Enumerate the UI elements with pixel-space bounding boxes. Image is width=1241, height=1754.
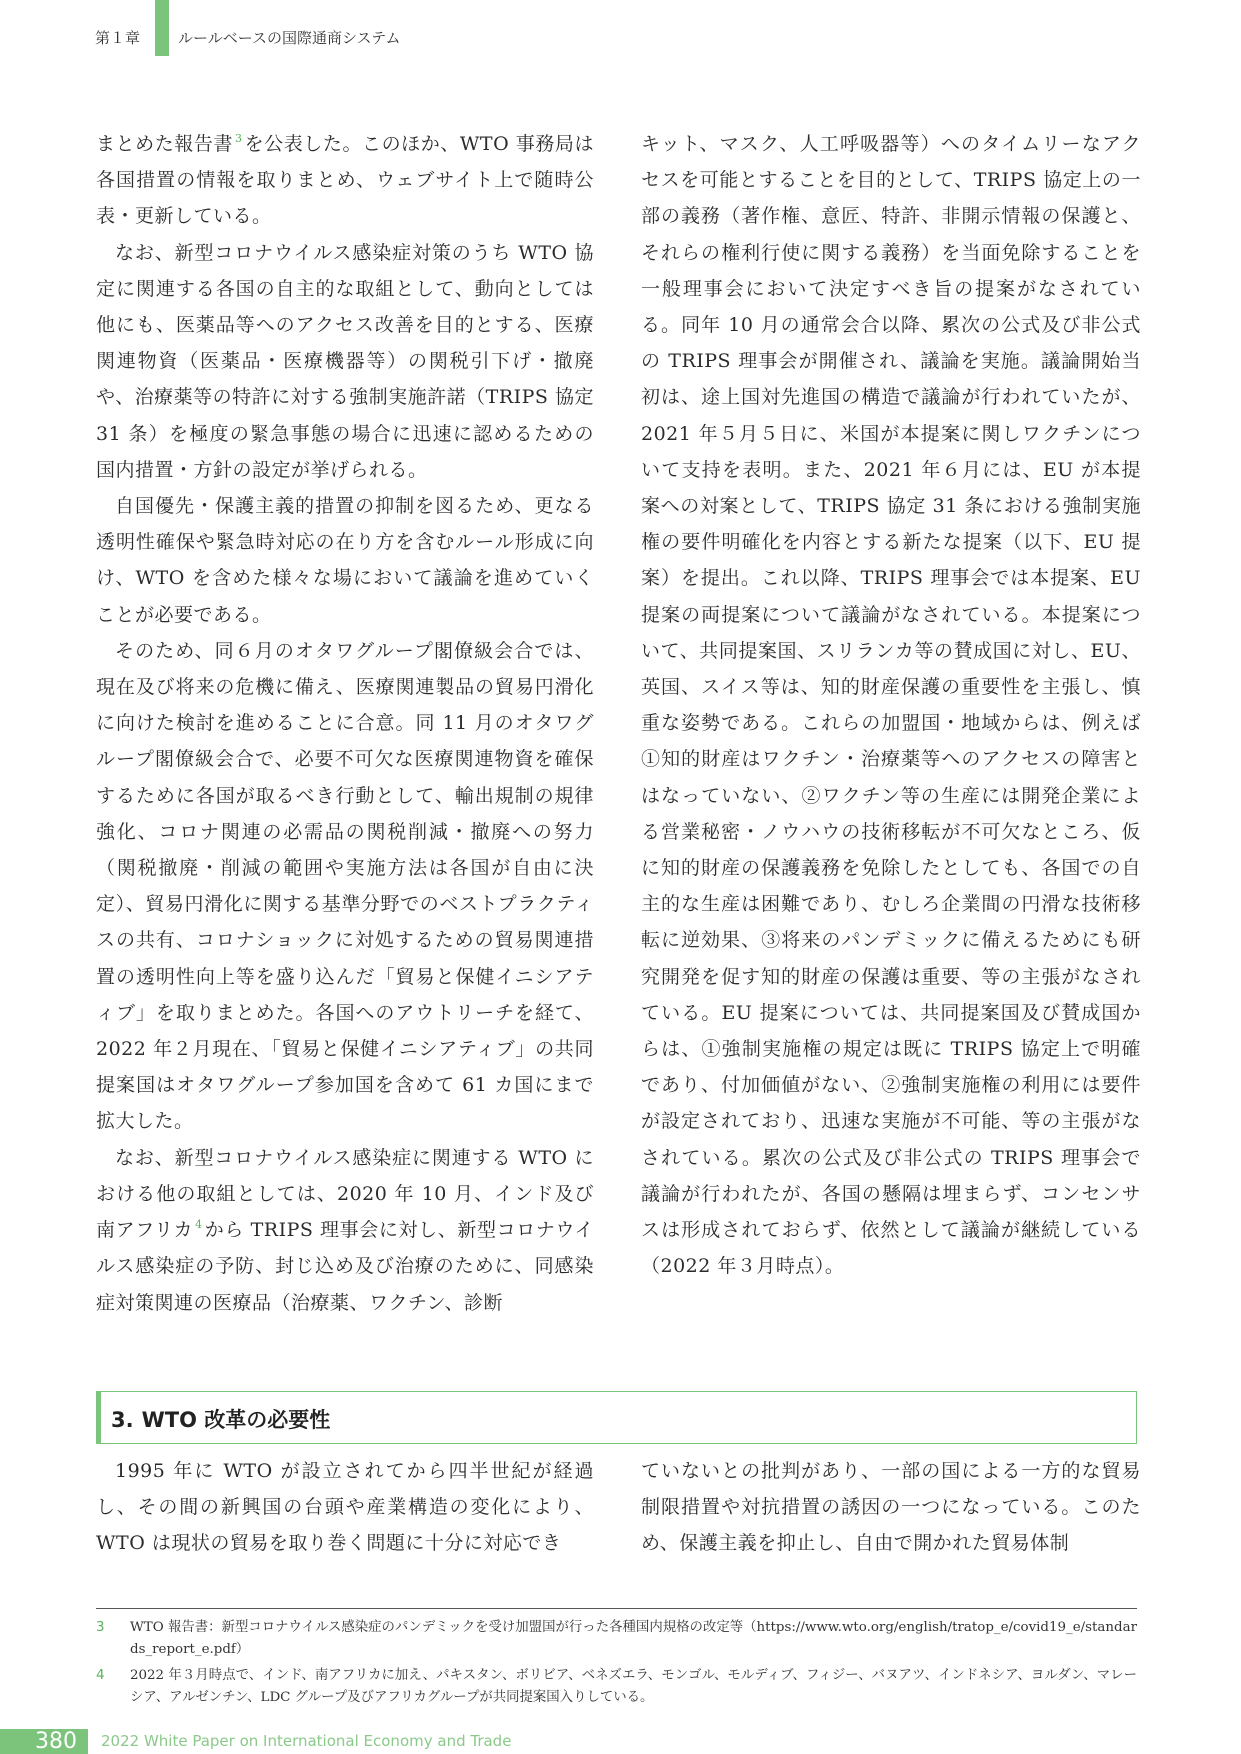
- publication-title: 2022 White Paper on International Economy and Trade: [101, 1732, 512, 1750]
- left-paragraph-2: なお、新型コロナウイルス感染症対策のうち WTO 協定に関連する各国の自主的な取組として、動向としては他にも、医薬品等へのアクセス改善を目的とする、医療関連物資（医薬品・医療機器等）の関税引下げ・撤廃や、治療薬等の特許に対する強制実施許諾（TRIPS 協定 31 条）を極度の緊急事態の場合に迅速に認めるための国内措置・方針の設定が挙げられる。: [96, 241, 594, 481]
- footnote-ref-3[interactable]: 3: [235, 132, 243, 145]
- footnotes: [96, 1617, 1137, 1713]
- chapter-label: 第１章: [95, 29, 141, 47]
- section-heading-box: [96, 1391, 1137, 1444]
- chapter-title: ルールベースの国際通商システム: [178, 29, 401, 47]
- left-paragraph-1: [96, 126, 594, 235]
- right-paragraph-1: キット、マスク、人工呼吸器等）へのタイムリーなアクセスを可能とすることを目的として、TRIPS 協定上の一部の義務（著作権、意匠、特許、非開示情報の保護と、それらの権利行使に関する義務）を当面免除することを一般理事会において決定すべき旨の提案がなされている。同年 10 月の通常会合以降、累次の公式及び非公式の TRIPS 理事会が開催され、議論を実施。議論開始当初は、途上国対先進国の構造で議論が行われていたが、2021 年５月５日に、米国が本提案に関しワクチンについて支持を表明。また、2021 年６月には、EU が本提案への対案として、TRIPS 協定 31 条における強制実施権の要件明確化を内容とする新たな提案（以下、EU 提案）を提出。これ以降、TRIPS 理事会では本提案、EU 提案の両提案について議論がなされている。本提案について、共同提案国、スリランカ等の賛成国に対し、EU、英国、スイス等は、知的財産保護の重要性を主張し、慎重な姿勢である。これらの加盟国・地域からは、例えば①知的財産はワクチン・治療薬等へのアクセスの障害とはなっていない、②ワクチン等の生産には開発企業による営業秘密・ノウハウの技術移転が不可欠なところ、仮に知的財産の保護義務を免除したとしても、各国での自主的な生産は困難であり、むしろ企業間の円滑な技術移転に逆効果、③将来のパンデミックに備えるためにも研究開発を促す知的財産の保護は重要、等の主張がなされている。EU 提案については、共同提案国及び賛成国からは、①強制実施権の規定は既に TRIPS 協定上で明確であり、付加価値がない、②強制実施権の利用には要件が設定されており、迅速な実施が不可能、等の主張がなされている。累次の公式及び非公式の TRIPS 理事会で議論が行われたが、各国の懸隔は埋まらず、コンセンサスは形成されておらず、依然として議論が継続している（2022 年３月時点）。: [641, 133, 1141, 1278]
- left-paragraph-5: [96, 1140, 594, 1321]
- left-paragraph-4: そのため、同６月のオタワグループ閣僚級会合では、現在及び将来の危機に備え、医療関連製品の貿易円滑化に向けた検討を進めることに合意。同 11 月のオタワグループ閣僚級会合で、必要不可欠な医療関連物資を確保するために各国が取るべき行動として、輸出規制の規律強化、コロナ関連の必需品の関税削減・撤廃への努力（関税撤廃・削減の範囲や実施方法は各国が自由に決定）、貿易円滑化に関する基準分野でのベストプラクティスの共有、コロナショックに対処するための貿易関連措置の透明性向上等を盛り込んだ「貿易と保健イニシアティブ」を取りまとめた。各国へのアウトリーチを経て、2022 年２月現在、「貿易と保健イニシアティブ」の共同提案国はオタワグループ参加国を含めて 61 カ国にまで拡大した。: [96, 639, 594, 1133]
- section3-right-text: ていないとの批判があり、一部の国による一方的な貿易制限措置や対抗措置の誘因の一つになっている。このため、保護主義を抑止し、自由で開かれた貿易体制: [641, 1460, 1141, 1555]
- left-column: [96, 126, 594, 1321]
- left-p5-text-b: から TRIPS 理事会に対し、新型コロナウイルス感染症の予防、封じ込め及び治療のために、同感染症対策関連の医療品（治療薬、ワクチン、診断: [96, 1219, 594, 1314]
- footnote-ref-4[interactable]: 4: [195, 1218, 203, 1232]
- footnote-text: WTO 報告書：新型コロナウイルス感染症のパンデミックを受け加盟国が行った各種国内規格の改定等（https://www.wto.org/english/tratop_e/covid19_e/standards_report_e.pdf）: [130, 1620, 1137, 1657]
- section3-right-column: [641, 1453, 1141, 1562]
- footnote-number: 3: [96, 1620, 105, 1635]
- left-paragraph-3: 自国優先・保護主義的措置の抑制を図るため、更なる透明性確保や緊急時対応の在り方を含むルール形成に向け、WTO を含めた様々な場において議論を進めていくことが必要である。: [96, 495, 594, 626]
- footnote-number: 4: [96, 1668, 105, 1683]
- footnote-divider: [96, 1608, 1137, 1609]
- left-p1-text-a: まとめた報告書: [96, 133, 234, 155]
- footnote-text: 2022 年３月時点で、インド、南アフリカに加え、パキスタン、ボリビア、ベネズエラ、モンゴル、モルディブ、フィジー、バヌアツ、インドネシア、ヨルダン、マレーシア、アルゼンチン、LDC グループ及びアフリカグループが共同提案国入りしている。: [130, 1668, 1137, 1705]
- page-header: [0, 0, 1241, 56]
- header-accent-bar: [155, 0, 169, 56]
- section3-left-column: [96, 1453, 594, 1562]
- section-heading: [111, 1404, 338, 1434]
- left-p1-text-b: を公表した。このほか、WTO 事務局は各国措置の情報を取りまとめ、ウェブサイト上で随時公表・更新している。: [96, 133, 594, 228]
- section3-left-text: 1995 年に WTO が設立されてから四半世紀が経過し、その間の新興国の台頭や産業構造の変化により、WTO は現状の貿易を取り巻く問題に十分に対応でき: [96, 1460, 594, 1555]
- section-heading-accent: [96, 1391, 101, 1444]
- page-number: 380: [35, 1729, 77, 1754]
- right-column: [641, 126, 1141, 1285]
- footnote-3: [96, 1617, 1137, 1661]
- section-title: WTO 改革の必要性: [141, 1408, 331, 1432]
- left-p5-text-a: なお、新型コロナウイルス感染症に関連する WTO における他の取組としては、2020 年 10 月、インド及び南アフリカ: [96, 1146, 594, 1242]
- section-number: 3.: [111, 1408, 134, 1432]
- footnote-4: [96, 1665, 1137, 1709]
